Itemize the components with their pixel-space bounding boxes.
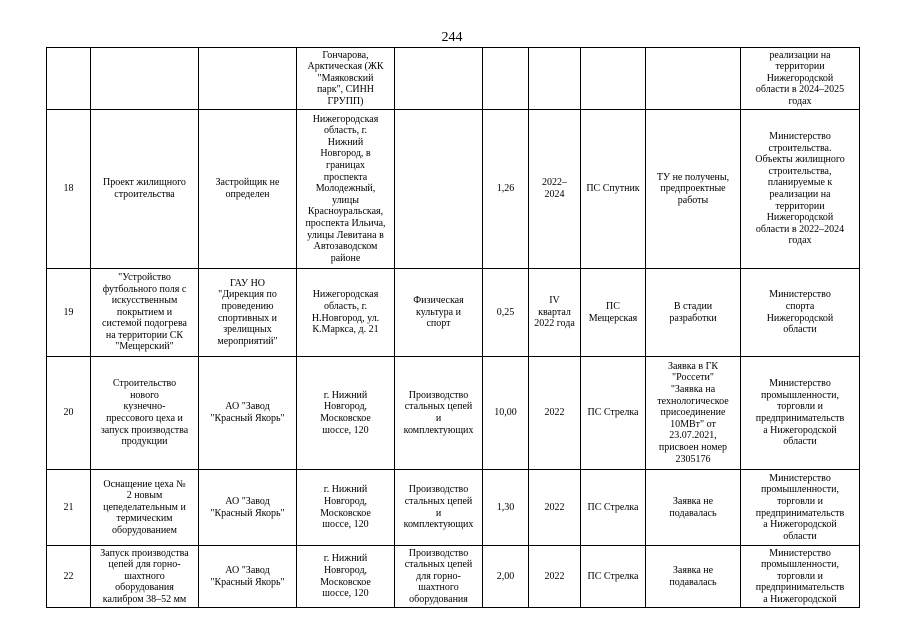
cell-substation: ПС Мещерская xyxy=(581,269,646,357)
cell-project-name: Оснащение цеха № 2 новым цепеделательным и термическим оборудованием xyxy=(91,470,199,546)
cell-ministry: реализации на территории Нижегородской области в 2024–2025 годах xyxy=(741,48,860,110)
table-row xyxy=(47,470,860,546)
table-row xyxy=(47,357,860,470)
cell-location: Гончарова, Арктическая (ЖК "Маяковский парк", СИНН ГРУПП) xyxy=(297,48,395,110)
cell-customer: Застройщик не определен xyxy=(199,110,297,269)
cell-substation: ПС Стрелка xyxy=(581,470,646,546)
cell-sector xyxy=(395,110,483,269)
cell-number xyxy=(47,48,91,110)
cell-status: ТУ не получены, предпроектные работы xyxy=(646,110,741,269)
cell-project-name xyxy=(91,48,199,110)
cell-status xyxy=(646,48,741,110)
cell-project-name: Строительство нового кузнечно- прессового цеха и запуск производства продукции xyxy=(91,357,199,470)
cell-substation: ПС Стрелка xyxy=(581,546,646,608)
cell-period: IV квартал 2022 года xyxy=(529,269,581,357)
cell-sector: Физическая культура и спорт xyxy=(395,269,483,357)
cell-period: 2022 xyxy=(529,357,581,470)
projects-table xyxy=(46,47,860,608)
cell-location: г. Нижний Новгород, Московское шоссе, 120 xyxy=(297,470,395,546)
cell-power: 0,25 xyxy=(483,269,529,357)
cell-location: Нижегородская область, г. Н.Новгород, ул. К.Маркса, д. 21 xyxy=(297,269,395,357)
table-row xyxy=(47,110,860,269)
cell-substation: ПС Стрелка xyxy=(581,357,646,470)
cell-period: 2022 xyxy=(529,546,581,608)
cell-status: Заявка не подавалась xyxy=(646,470,741,546)
cell-project-name: Запуск производства цепей для горно- шахтного оборудования калибром 38–52 мм xyxy=(91,546,199,608)
cell-power: 2,00 xyxy=(483,546,529,608)
cell-customer: ГАУ НО "Дирекция по проведению спортивных и зрелищных мероприятий" xyxy=(199,269,297,357)
cell-ministry: Министерство спорта Нижегородской области xyxy=(741,269,860,357)
table-row xyxy=(47,48,860,110)
cell-customer xyxy=(199,48,297,110)
cell-customer: АО "Завод "Красный Якорь" xyxy=(199,546,297,608)
page-number: 244 xyxy=(441,30,463,45)
cell-project-name: Проект жилищного строительства xyxy=(91,110,199,269)
cell-customer: АО "Завод "Красный Якорь" xyxy=(199,357,297,470)
cell-period: 2022 xyxy=(529,470,581,546)
cell-sector: Производство стальных цепей и комплектующих xyxy=(395,470,483,546)
table-row xyxy=(47,546,860,608)
cell-project-name: "Устройство футбольного поля с искусственным покрытием и системой подогрева на территории СК "Мещерский" xyxy=(91,269,199,357)
cell-number: 18 xyxy=(47,110,91,269)
cell-period xyxy=(529,48,581,110)
cell-power: 10,00 xyxy=(483,357,529,470)
cell-sector: Производство стальных цепей для горно- шахтного оборудования xyxy=(395,546,483,608)
cell-substation: ПС Спутник xyxy=(581,110,646,269)
cell-power: 1,30 xyxy=(483,470,529,546)
cell-number: 22 xyxy=(47,546,91,608)
table-row xyxy=(47,269,860,357)
cell-number: 19 xyxy=(47,269,91,357)
cell-status: Заявка в ГК "Россети" "Заявка на технологическое присоединение 10МВт" от 23.07.2021, присвоен номер 2305176 xyxy=(646,357,741,470)
cell-status: Заявка не подавалась xyxy=(646,546,741,608)
cell-ministry: Министерство промышленности, торговли и предпринимательств а Нижегородской xyxy=(741,546,860,608)
cell-number: 21 xyxy=(47,470,91,546)
cell-location: г. Нижний Новгород, Московское шоссе, 120 xyxy=(297,546,395,608)
cell-ministry: Министерство промышленности, торговли и предпринимательств а Нижегородской области xyxy=(741,470,860,546)
cell-sector xyxy=(395,48,483,110)
cell-power: 1,26 xyxy=(483,110,529,269)
cell-status: В стадии разработки xyxy=(646,269,741,357)
cell-sector: Производство стальных цепей и комплектующих xyxy=(395,357,483,470)
cell-number: 20 xyxy=(47,357,91,470)
cell-period: 2022– 2024 xyxy=(529,110,581,269)
cell-power xyxy=(483,48,529,110)
cell-location: Нижегородская область, г. Нижний Новгород, в границах проспекта Молодежный, улицы Красноуральская, проспекта Ильича, улицы Левитана в Автозаводском районе xyxy=(297,110,395,269)
cell-ministry: Министерство промышленности, торговли и предпринимательств а Нижегородской области xyxy=(741,357,860,470)
cell-location: г. Нижний Новгород, Московское шоссе, 120 xyxy=(297,357,395,470)
cell-substation xyxy=(581,48,646,110)
cell-customer: АО "Завод "Красный Якорь" xyxy=(199,470,297,546)
cell-ministry: Министерство строительства. Объекты жилищного строительства, планируемые к реализации на территории Нижегородской области в 2022–2024 годах xyxy=(741,110,860,269)
